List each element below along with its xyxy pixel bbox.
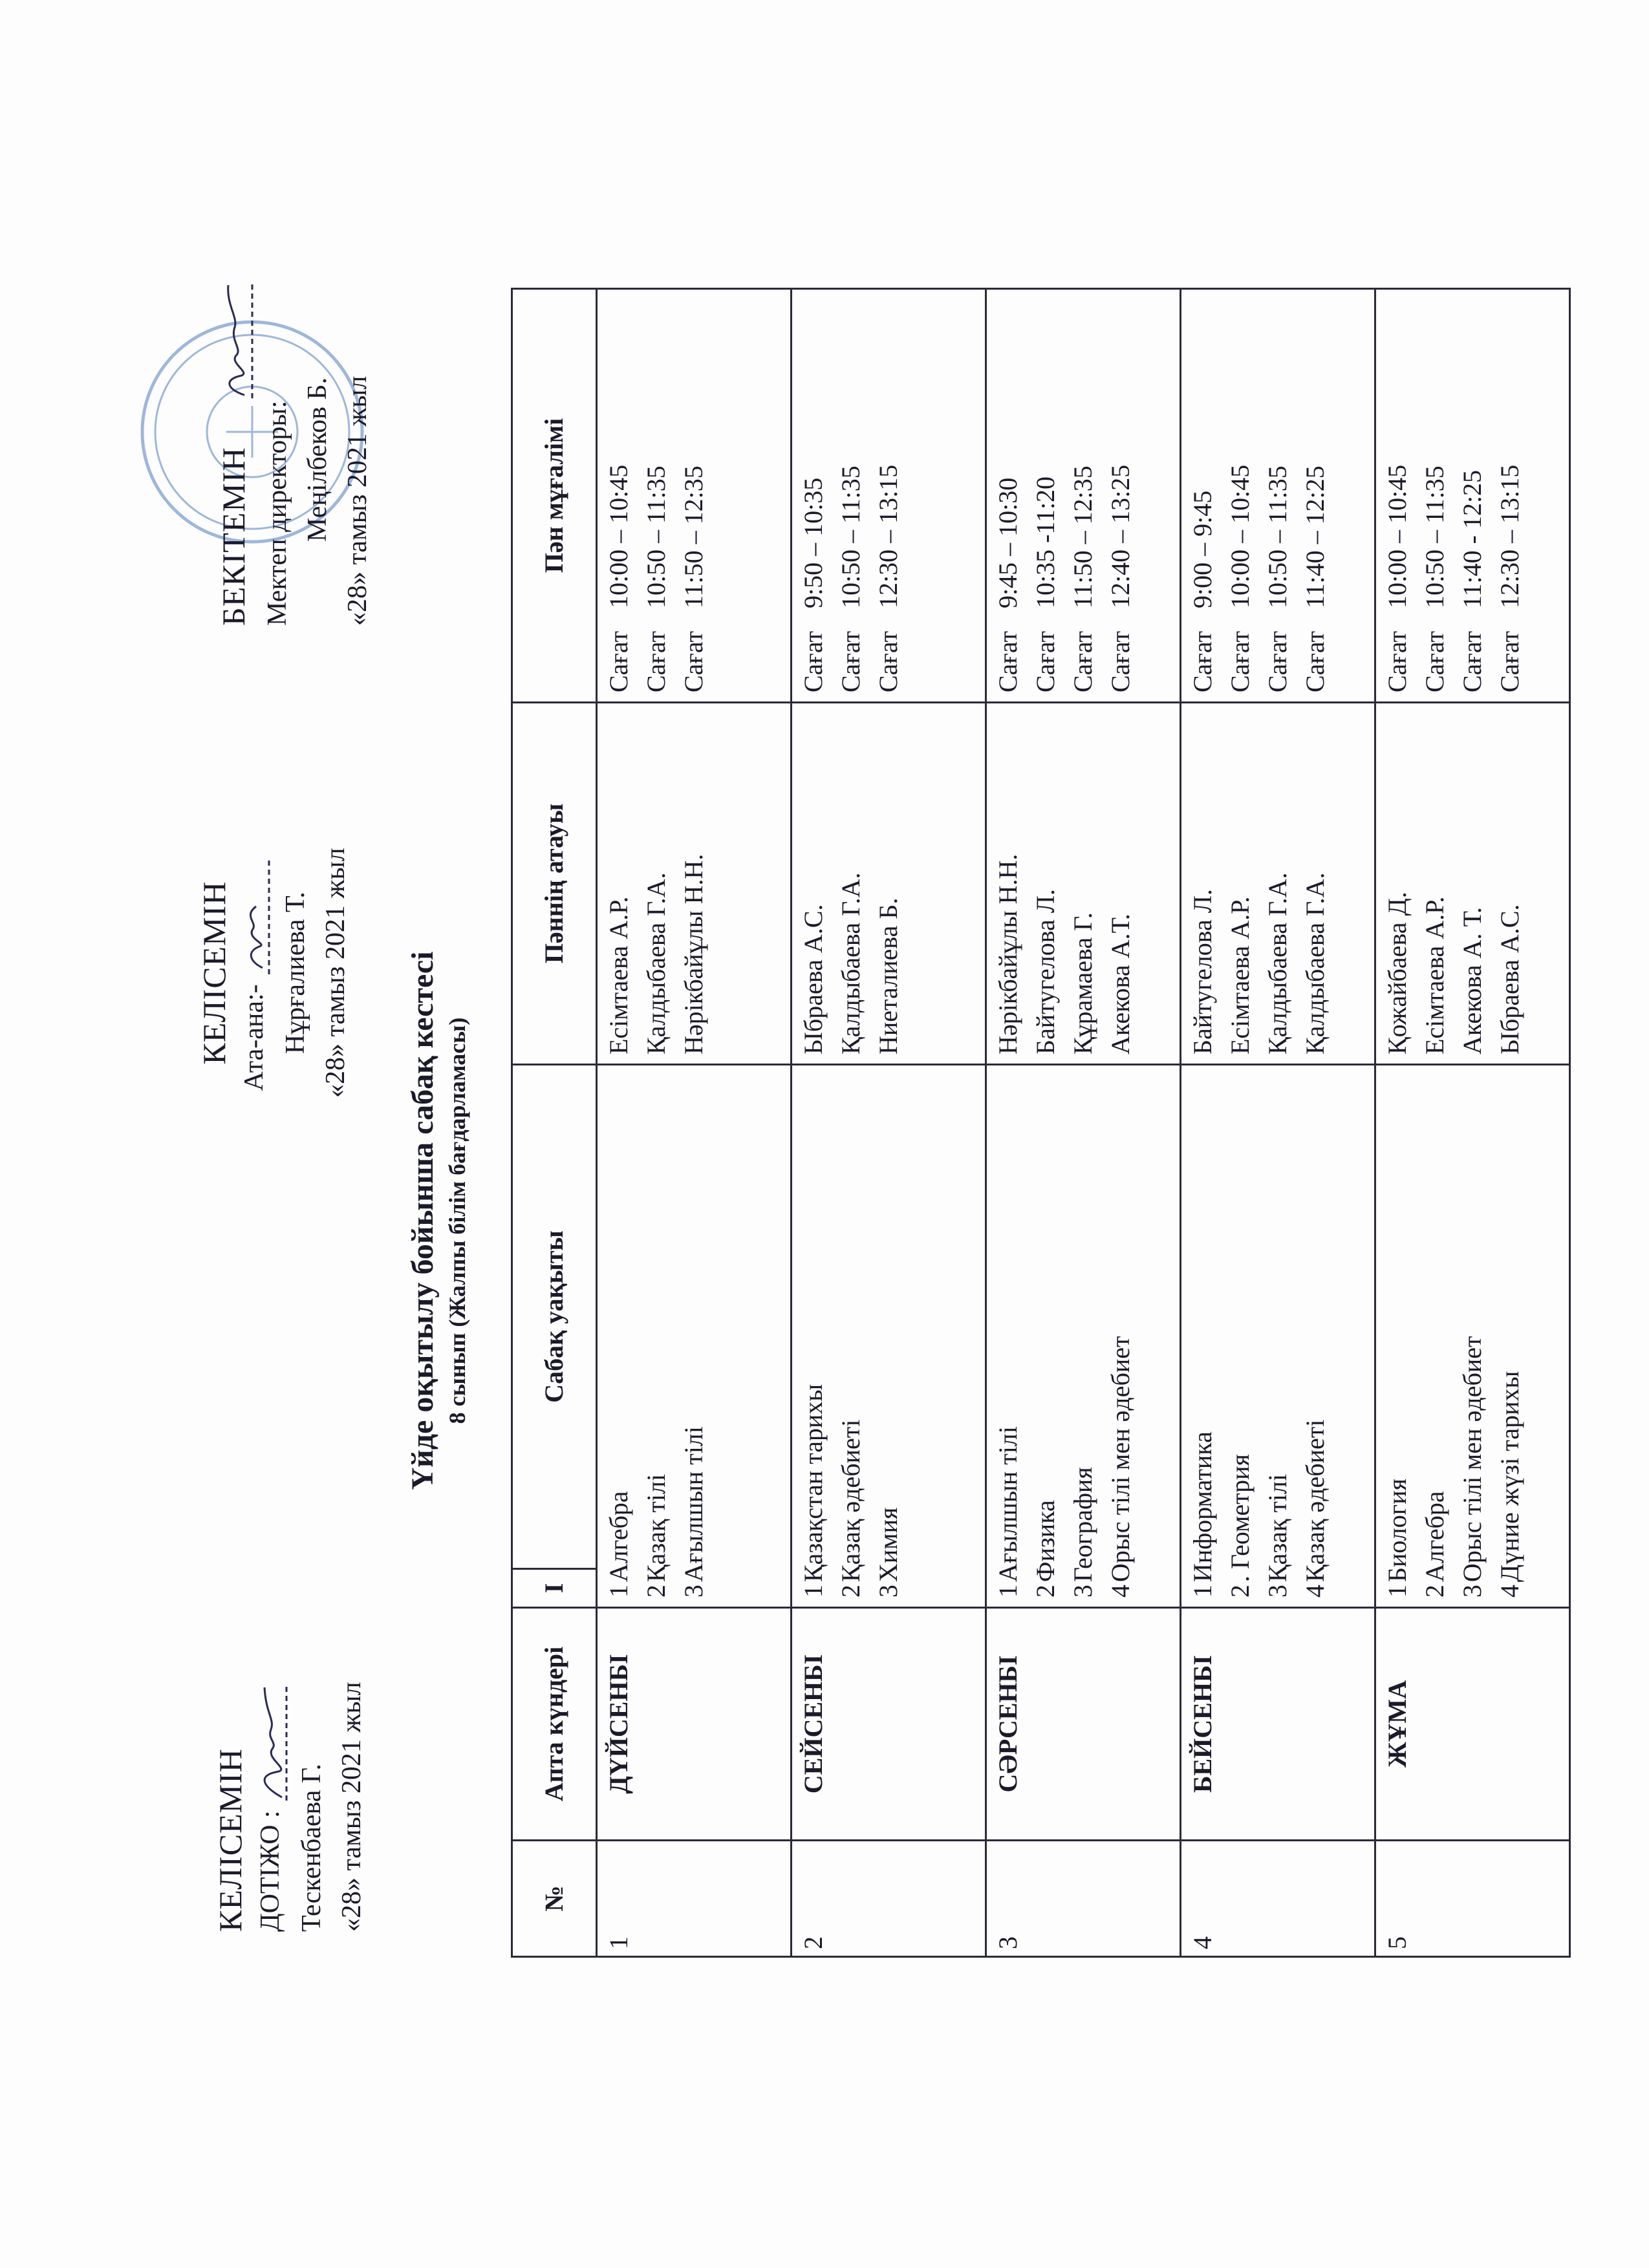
time-range: 10:00 – 10:45: [604, 464, 633, 608]
approval-block-parent-committee: [210, 1681, 372, 1932]
row-number: 3: [986, 1841, 1181, 1957]
time-label: Сағат: [679, 630, 708, 692]
document-title-block: [404, 522, 473, 1919]
teacher-name: Қалдыбаева Г.А.: [1300, 872, 1330, 1054]
time-label: Сағат: [1495, 630, 1524, 692]
teacher-name: Қожайбаева Д.: [1383, 892, 1412, 1054]
teacher-name: Байтугелова Л.: [1031, 889, 1060, 1054]
row-subjects: [1181, 1065, 1375, 1608]
row-times: [986, 289, 1181, 703]
table-row: [792, 289, 986, 1957]
document-subtitle: 8 сынып (Жалпы білім бағдарламасы): [444, 1017, 470, 1424]
lesson-subject: Қазақ тілі: [1263, 1473, 1292, 1582]
teacher-name: Құрамаева Г.: [1068, 912, 1097, 1054]
lesson-index: 3: [679, 1585, 708, 1598]
lesson-subject: Ағылшын тілі: [679, 1426, 708, 1582]
document-title: Үйде оқытылу бойынша сабақ кестесі: [405, 951, 440, 1490]
time-label: Сағат: [1458, 630, 1487, 692]
approval-name: Нұрғалиева Т.: [281, 892, 311, 1054]
lesson-index: 3: [1458, 1585, 1487, 1598]
header-teacher: Пәннің атауы: [512, 703, 597, 1065]
row-subjects: [1375, 1065, 1570, 1608]
lesson-subject: Биология: [1383, 1478, 1412, 1582]
lesson-subject: Орыс тілі мен әдебиет: [1106, 1336, 1135, 1582]
time-range: 10:00 – 10:45: [1383, 464, 1412, 608]
lesson-subject: Орыс тілі мен әдебиет: [1458, 1336, 1487, 1582]
lesson-subject: Химия: [874, 1507, 903, 1582]
time-label: Сағат: [799, 630, 828, 692]
lesson-index: 2: [836, 1585, 865, 1598]
time-label: Сағат: [993, 630, 1022, 692]
lesson-index: 3: [1263, 1585, 1292, 1598]
lesson-index: 1: [604, 1585, 633, 1598]
approval-heading-line: [213, 279, 257, 626]
time-label: Сағат: [874, 630, 903, 692]
teacher-name: Есімтаева А.Р.: [604, 896, 633, 1054]
approval-name: Тескенбаева Г.: [297, 1764, 327, 1932]
signature-icon: [237, 855, 275, 978]
time-range: 11:50 – 12:35: [1068, 465, 1097, 608]
time-range: 12:40 – 13:25: [1106, 464, 1135, 608]
approval-role-line: [234, 848, 275, 1098]
lesson-index: 1: [799, 1585, 828, 1598]
teacher-name: Қалдыбаева Г.А.: [641, 872, 671, 1054]
teacher-name: Акекова А. Т.: [1458, 907, 1487, 1054]
teacher-name: Қалдыбаева Г.А.: [836, 872, 865, 1054]
signature-icon: [219, 279, 257, 401]
lesson-subject: Дүние жүзі тарихы: [1495, 1371, 1524, 1582]
row-teachers: [597, 703, 792, 1065]
teacher-name: Ыбраева А.С.: [1495, 904, 1524, 1054]
time-range: 10:35 -11:20: [1031, 476, 1060, 608]
lesson-index: 1: [993, 1585, 1022, 1598]
lesson-index: 1: [1383, 1585, 1412, 1598]
time-label: Сағат: [1383, 630, 1412, 692]
approval-heading: БЕКІТЕМІН: [215, 447, 252, 626]
approval-date: «28» тамыз 2021 жыл: [343, 376, 373, 626]
header-time: Пән мұғалімі: [512, 289, 597, 703]
approval-heading: КЕЛІСЕМІН: [212, 1748, 248, 1932]
row-subjects: [792, 1065, 986, 1608]
teacher-name: Нәрікбайұлы Н.Н.: [679, 853, 708, 1054]
lesson-subject: Алгебра: [604, 1491, 633, 1582]
approval-name: Меңілбеков Б.: [303, 377, 333, 542]
row-teachers: [1375, 703, 1570, 1065]
time-label: Сағат: [1068, 630, 1097, 692]
lesson-subject: Ағылшын тілі: [993, 1426, 1022, 1582]
time-range: 12:30 – 13:15: [1495, 464, 1524, 608]
header-subject: Сабақ уақыты: [512, 1065, 597, 1569]
teacher-name: Нәрікбайұлы Н.Н.: [993, 853, 1022, 1054]
time-range: 10:50 – 11:35: [641, 465, 671, 608]
approval-block-director: [213, 279, 378, 626]
time-range: 10:00 – 10:45: [1225, 464, 1255, 608]
lesson-subject: Қазақстан тарихы: [799, 1384, 828, 1582]
time-range: 9:45 – 10:30: [993, 477, 1022, 608]
table-row: [597, 289, 792, 1957]
time-label: Сағат: [1106, 630, 1135, 692]
time-range: 9:00 – 9:45: [1188, 490, 1217, 608]
row-subjects: [597, 1065, 792, 1608]
lesson-index: 4: [1495, 1585, 1524, 1598]
row-times: [1181, 289, 1375, 703]
signature-icon: [253, 1681, 292, 1804]
lesson-subject: География: [1068, 1467, 1097, 1582]
time-label: Сағат: [604, 630, 633, 692]
time-range: 11:50 – 12:35: [679, 465, 708, 608]
row-weekday: СӘРСЕНБІ: [986, 1608, 1181, 1841]
approval-role: Ата-ана:-: [239, 984, 269, 1091]
table-row: [1181, 289, 1375, 1957]
time-label: Сағат: [1420, 630, 1449, 692]
row-subjects: [986, 1065, 1181, 1608]
lesson-index: 2: [641, 1585, 671, 1598]
row-times: [597, 289, 792, 703]
row-number: 2: [792, 1841, 986, 1957]
approval-role: ДОТІЖО :: [255, 1810, 285, 1932]
row-number: 5: [1375, 1841, 1570, 1957]
row-weekday: ЖҰМА: [1375, 1608, 1570, 1841]
row-weekday: ДҮЙСЕНБІ: [597, 1608, 792, 1841]
time-label: Сағат: [1300, 630, 1330, 692]
lesson-schedule-table: [511, 288, 1571, 1958]
time-label: Сағат: [1188, 630, 1217, 692]
approval-role: Мектеп директоры:: [263, 400, 293, 626]
row-number: 1: [597, 1841, 792, 1957]
time-range: 10:50 – 11:35: [1263, 465, 1292, 608]
time-label: Сағат: [836, 630, 865, 692]
time-range: 10:50 – 11:35: [1420, 465, 1449, 608]
lesson-index: 2: [1031, 1585, 1060, 1598]
header-index: I: [512, 1569, 597, 1608]
header-weekday: Апта күндері: [512, 1608, 597, 1841]
approval-block-parent: [194, 848, 356, 1098]
lesson-index: 2: [1225, 1585, 1255, 1598]
header-number: №: [512, 1841, 597, 1957]
lesson-subject: Қазақ тілі: [641, 1473, 671, 1582]
lesson-index: 1: [1188, 1585, 1217, 1598]
row-times: [1375, 289, 1570, 703]
lesson-subject: Информатика: [1188, 1431, 1217, 1582]
lesson-index: 3: [1068, 1585, 1097, 1598]
lesson-index: 4: [1300, 1585, 1330, 1598]
row-teachers: [792, 703, 986, 1065]
time-label: Сағат: [1031, 630, 1060, 692]
time-range: 11:40 – 12:25: [1300, 465, 1330, 608]
approval-date: «28» тамыз 2021 жыл: [321, 848, 351, 1098]
time-label: Сағат: [1263, 630, 1292, 692]
lesson-index: 3: [874, 1585, 903, 1598]
teacher-name: Акекова А.Т.: [1106, 914, 1135, 1054]
approval-heading: КЕЛІСЕМІН: [196, 881, 232, 1065]
lesson-subject: . Геометрия: [1225, 1454, 1255, 1582]
time-range: 10:50 – 11:35: [836, 465, 865, 608]
approval-date: «28» тамыз 2021 жыл: [337, 1682, 367, 1932]
teacher-name: Ниеталиева Б.: [874, 897, 903, 1054]
lesson-index: 4: [1106, 1585, 1135, 1598]
table-header-row: [512, 289, 597, 1957]
row-times: [792, 289, 986, 703]
row-teachers: [1181, 703, 1375, 1065]
row-weekday: СЕЙСЕНБІ: [792, 1608, 986, 1841]
teacher-name: Байтугелова Л.: [1188, 889, 1217, 1054]
row-weekday: БЕЙСЕНБІ: [1181, 1608, 1375, 1841]
lesson-subject: Қазақ әдебиеті: [1300, 1419, 1330, 1582]
time-label: Сағат: [1225, 630, 1255, 692]
approval-role-line: [250, 1681, 292, 1932]
row-teachers: [986, 703, 1181, 1065]
lesson-subject: Қазақ әдебиеті: [836, 1419, 865, 1582]
time-range: 12:30 – 13:15: [874, 464, 903, 608]
teacher-name: Ыбраева А.С.: [799, 904, 828, 1054]
teacher-name: Есімтаева А.Р.: [1420, 896, 1449, 1054]
teacher-name: Есімтаева А.Р.: [1225, 896, 1255, 1054]
lesson-subject: Алгебра: [1420, 1491, 1449, 1582]
table-row: [1375, 289, 1570, 1957]
time-range: 9:50 – 10:35: [799, 477, 828, 608]
time-range: 11:40 - 12:25: [1458, 469, 1487, 608]
time-label: Сағат: [641, 630, 671, 692]
teacher-name: Қалдыбаева Г.А.: [1263, 872, 1292, 1054]
table-row: [986, 289, 1181, 1957]
lesson-subject: Физика: [1031, 1500, 1060, 1582]
row-number: 4: [1181, 1841, 1375, 1957]
lesson-index: 2: [1420, 1585, 1449, 1598]
